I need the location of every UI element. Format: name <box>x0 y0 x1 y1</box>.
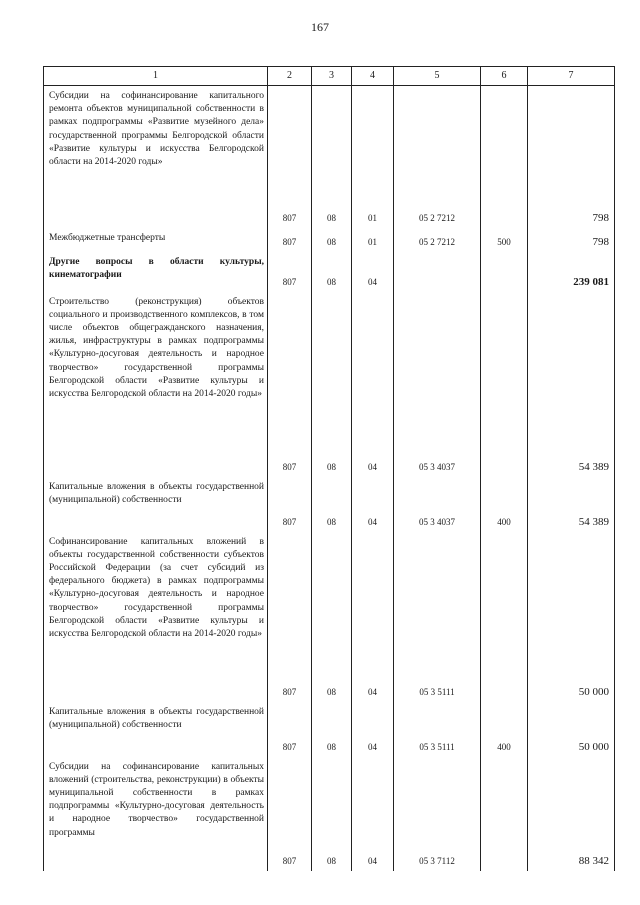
table-row <box>44 252 615 292</box>
cell-col3: 08 <box>312 477 352 532</box>
header-cell: 5 <box>394 67 481 86</box>
cell-col5: 05 2 7212 <box>394 228 481 252</box>
cell-col4: 04 <box>352 252 394 292</box>
header-cell: 4 <box>352 67 394 86</box>
row-name: Капитальные вложения в объекты государственной (муниципальной) собственности <box>44 477 268 532</box>
cell-col5: 05 3 5111 <box>394 702 481 757</box>
row-name: Другие вопросы в области культуры, кинематографии <box>44 252 268 292</box>
table-row <box>44 532 615 702</box>
table-row <box>44 702 615 757</box>
cell-amount: 798 <box>528 228 615 252</box>
cell-col2: 807 <box>268 292 312 477</box>
table-row <box>44 228 615 252</box>
row-name: Субсидии на софинансирование капитального ремонта объектов муниципальной собственности в рамках подпрограммы «Развитие музейного дела» государственной программы Белгородской области «Развитие культуры и искусства Белгородской области на 2014-2020 годы» <box>44 86 268 228</box>
cell-amount: 798 <box>528 86 615 228</box>
cell-col3: 08 <box>312 757 352 871</box>
cell-col2: 807 <box>268 757 312 871</box>
cell-col2: 807 <box>268 477 312 532</box>
table-row <box>44 477 615 532</box>
cell-col6 <box>481 532 528 702</box>
cell-col3: 08 <box>312 292 352 477</box>
row-name: Капитальные вложения в объекты государственной (муниципальной) собственности <box>44 702 268 757</box>
cell-col6: 400 <box>481 477 528 532</box>
cell-col2: 807 <box>268 252 312 292</box>
cell-amount: 239 081 <box>528 252 615 292</box>
row-name: Строительство (реконструкция) объектов социального и производственного комплексов, в том числе объектов общегражданского назначения, жилья, инфраструктуры в рамках подпрограммы «Культурно-досуговая деятельность и народное творчество» государственной программы Белгородской области «Развитие культуры и искусства Белгородской области на 2014-2020 годы» <box>44 292 268 477</box>
cell-col6 <box>481 292 528 477</box>
header-cell: 1 <box>44 67 268 86</box>
cell-amount: 50 000 <box>528 532 615 702</box>
cell-col6: 500 <box>481 228 528 252</box>
cell-amount: 54 389 <box>528 477 615 532</box>
budget-table <box>43 66 615 871</box>
cell-amount: 50 000 <box>528 702 615 757</box>
page-number: 167 <box>311 20 329 34</box>
cell-col3: 08 <box>312 252 352 292</box>
cell-col5: 05 3 4037 <box>394 477 481 532</box>
cell-col5 <box>394 252 481 292</box>
cell-col4: 04 <box>352 532 394 702</box>
cell-col5: 05 3 5111 <box>394 532 481 702</box>
cell-col2: 807 <box>268 702 312 757</box>
row-name: Межбюджетные трансферты <box>44 228 268 252</box>
header-cell: 7 <box>528 67 615 86</box>
cell-col4: 04 <box>352 292 394 477</box>
cell-amount: 54 389 <box>528 292 615 477</box>
cell-col5: 05 2 7212 <box>394 86 481 228</box>
cell-col2: 807 <box>268 532 312 702</box>
cell-col4: 04 <box>352 757 394 871</box>
cell-col3: 08 <box>312 228 352 252</box>
cell-col6 <box>481 757 528 871</box>
cell-amount: 88 342 <box>528 757 615 871</box>
table-row <box>44 86 615 228</box>
cell-col4: 01 <box>352 228 394 252</box>
cell-col2: 807 <box>268 86 312 228</box>
header-cell: 2 <box>268 67 312 86</box>
cell-col6 <box>481 252 528 292</box>
table-row <box>44 292 615 477</box>
cell-col5: 05 3 4037 <box>394 292 481 477</box>
row-name: Субсидии на софинансирование капитальных вложений (строительства, реконструкции) в объекты муниципальной собственности в рамках подпрограммы «Культурно-досуговая деятельность и народное творчество» государственной программы <box>44 757 268 871</box>
header-cell: 6 <box>481 67 528 86</box>
cell-col6 <box>481 86 528 228</box>
header-cell: 3 <box>312 67 352 86</box>
cell-col4: 04 <box>352 477 394 532</box>
cell-col4: 01 <box>352 86 394 228</box>
cell-col3: 08 <box>312 86 352 228</box>
table-row <box>44 757 615 871</box>
header-row <box>44 67 615 86</box>
cell-col4: 04 <box>352 702 394 757</box>
cell-col3: 08 <box>312 532 352 702</box>
cell-col6: 400 <box>481 702 528 757</box>
cell-col2: 807 <box>268 228 312 252</box>
row-name: Софинансирование капитальных вложений в объекты государственной собственности субъектов Российской Федерации (за счет субсидий из федерального бюджета) в рамках подпрограммы «Культурно-досуговая деятельность и народное творчество» государственной программы Белгородской области «Развитие культуры и искусства Белгородской области на 2014-2020 годы» <box>44 532 268 702</box>
cell-col3: 08 <box>312 702 352 757</box>
cell-col5: 05 3 7112 <box>394 757 481 871</box>
